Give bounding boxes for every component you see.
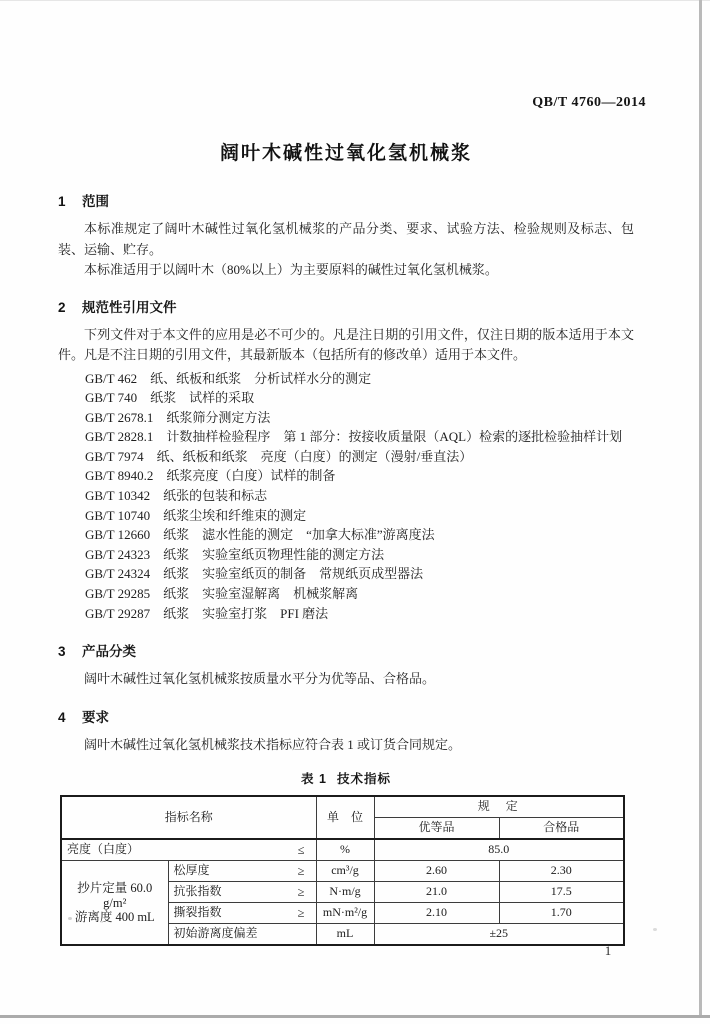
- reference-code: GB/T 24323: [85, 546, 151, 562]
- reference-title: 纸、纸板和纸浆 分析试样水分的测定: [150, 370, 372, 386]
- freeness-deviation-value: ±25: [374, 924, 624, 946]
- bulk-unit: cm³/g: [316, 861, 374, 882]
- reference-item: [85, 447, 634, 467]
- bulk-premium-value: 2.60: [374, 861, 499, 882]
- reference-code: GB/T 740: [85, 390, 138, 406]
- reference-code: GB/T 7974: [85, 448, 144, 464]
- reference-item: [85, 486, 634, 506]
- freeness-deviation-label: 初始游离度偏差: [173, 926, 258, 941]
- reference-title: 纸浆尘埃和纤维束的测定: [163, 507, 307, 523]
- tensile-qualified-value: 17.5: [499, 882, 624, 903]
- classification-paragraph: 阔叶木碱性过氧化氢机械浆按质量水平分为优等品、合格品。: [84, 671, 436, 687]
- reference-item: [85, 369, 634, 389]
- reference-code: GB/T 8940.2: [85, 468, 154, 484]
- brightness-label: 亮度（白度）: [67, 842, 140, 857]
- bulk-cell: [168, 861, 316, 882]
- reference-item: [85, 545, 634, 565]
- reference-item: [85, 525, 634, 545]
- section-1-heading: [58, 190, 634, 210]
- section-1-number: 1: [58, 194, 66, 209]
- tear-cell: [168, 903, 316, 924]
- reference-code: GB/T 2678.1: [85, 409, 154, 425]
- section-3-heading: [58, 640, 634, 660]
- reference-code: GB/T 10740: [85, 507, 151, 523]
- header-qualified-grade: 合格品: [499, 818, 624, 840]
- greater-equal-symbol: ≥: [297, 885, 305, 900]
- table-caption-number: 表 1: [301, 772, 327, 787]
- reference-title: 计数抽样检验程序 第 1 部分：按接收质量限（AQL）检索的逐批检验抽样计划: [166, 429, 623, 445]
- scope-paragraph-1: 本标准规定了阔叶木碱性过氧化氢机械浆的产品分类、要求、试验方法、检验规则及标志、包装、运输、贮存。: [58, 221, 634, 257]
- document-title: 阔叶木碱性过氧化氢机械浆: [219, 143, 472, 164]
- requirements-paragraph: 阔叶木碱性过氧化氢机械浆技术指标应符合表 1 或订货合同规定。: [84, 736, 462, 752]
- reference-item: [85, 466, 634, 486]
- scope-paragraph-2: 本标准适用于以阔叶木（80%以上）为主要原料的碱性过氧化氢机械浆。: [84, 262, 498, 277]
- brightness-unit: %: [316, 839, 374, 861]
- reference-title: 纸浆 实验室打浆 PFI 磨法: [163, 605, 329, 621]
- table-caption-title: 技术指标: [336, 772, 391, 787]
- less-equal-symbol: ≤: [297, 843, 305, 858]
- table-row-bulk: [61, 861, 624, 882]
- table-header-row-1: [61, 796, 624, 818]
- header-unit: 单 位: [316, 796, 374, 839]
- tear-unit: mN·m²/g: [316, 903, 374, 924]
- handsheet-grammage: 抄片定量 60.0 g/m²: [77, 881, 153, 910]
- greater-equal-symbol: ≥: [297, 864, 305, 879]
- technical-indicators-table: [60, 795, 625, 946]
- reference-title: 纸、纸板和纸浆 亮度（白度）的测定（漫射/垂直法）: [156, 448, 473, 464]
- handsheet-freeness: 游离度 400 mL: [74, 909, 155, 924]
- freeness-deviation-cell: [168, 924, 316, 946]
- reference-item: [85, 408, 634, 428]
- section-1-title: 范围: [82, 194, 109, 209]
- section-4-heading: [58, 706, 634, 726]
- reference-code: GB/T 462: [85, 370, 138, 386]
- table-caption: [58, 769, 634, 787]
- tensile-label: 抗张指数: [173, 884, 222, 899]
- reference-title: 纸张的包装和标志: [163, 488, 268, 504]
- reference-code: GB/T 29287: [85, 605, 151, 621]
- reference-title: 纸浆 实验室纸页物理性能的测定方法: [163, 546, 385, 562]
- section-2-heading: [58, 296, 634, 316]
- freeness-deviation-unit: mL: [316, 924, 374, 946]
- header-premium-grade: 优等品: [374, 818, 499, 840]
- section-4-number: 4: [58, 709, 66, 725]
- reference-code: GB/T 29285: [85, 586, 151, 602]
- reference-title: 纸浆筛分测定方法: [166, 409, 271, 425]
- reference-item: [85, 564, 634, 584]
- reference-code: GB/T 2828.1: [85, 429, 154, 445]
- tensile-cell: [168, 882, 316, 903]
- reference-item: [85, 584, 634, 604]
- section-3-number: 3: [58, 644, 66, 660]
- table-row-brightness: [61, 839, 624, 861]
- reference-title: 纸浆 试样的采取: [150, 390, 255, 406]
- greater-equal-symbol: ≥: [297, 906, 305, 921]
- handsheet-condition-cell: [61, 861, 168, 946]
- tensile-unit: N·m/g: [316, 882, 374, 903]
- brightness-value: 85.0: [374, 839, 624, 861]
- bulk-label: 松厚度: [173, 863, 210, 878]
- section-3-title: 产品分类: [82, 644, 136, 660]
- reference-item: [85, 388, 634, 408]
- reference-title: 纸浆亮度（白度）试样的制备: [166, 468, 336, 484]
- page-number: 1: [604, 943, 612, 958]
- reference-title: 纸浆 滤水性能的测定 “加拿大标准”游离度法: [163, 527, 435, 543]
- section-4-title: 要求: [82, 709, 109, 725]
- brightness-cell: [61, 839, 316, 861]
- tear-premium-value: 2.10: [374, 903, 499, 924]
- reference-code: GB/T 12660: [85, 527, 151, 543]
- tensile-premium-value: 21.0: [374, 882, 499, 903]
- reference-code: GB/T 10342: [85, 488, 151, 504]
- standard-number: QB/T 4760—2014: [532, 95, 646, 110]
- section-2-title: 规范性引用文件: [82, 299, 177, 315]
- header-indicator-name: 指标名称: [61, 796, 316, 839]
- references-list: [85, 369, 634, 624]
- tear-label: 撕裂指数: [173, 905, 222, 920]
- reference-title: 纸浆 实验室湿解离 机械浆解离: [163, 586, 359, 602]
- references-intro-paragraph: 下列文件对于本文件的应用是必不可少的。凡是注日期的引用文件，仅注日期的版本适用于本文件。凡是不注日期的引用文件，其最新版本（包括所有的修改单）适用于本文件。: [58, 326, 634, 362]
- reference-item: [85, 427, 634, 447]
- scan-edge-bottom: [0, 1015, 710, 1018]
- tear-qualified-value: 1.70: [499, 903, 624, 924]
- bulk-qualified-value: 2.30: [499, 861, 624, 882]
- header-specification: 规 定: [374, 796, 624, 818]
- reference-item: [85, 506, 634, 526]
- reference-item: [85, 604, 634, 624]
- reference-title: 纸浆 实验室纸页的制备 常规纸页成型器法: [163, 566, 424, 582]
- section-2-number: 2: [58, 299, 66, 315]
- reference-code: GB/T 24324: [85, 566, 151, 582]
